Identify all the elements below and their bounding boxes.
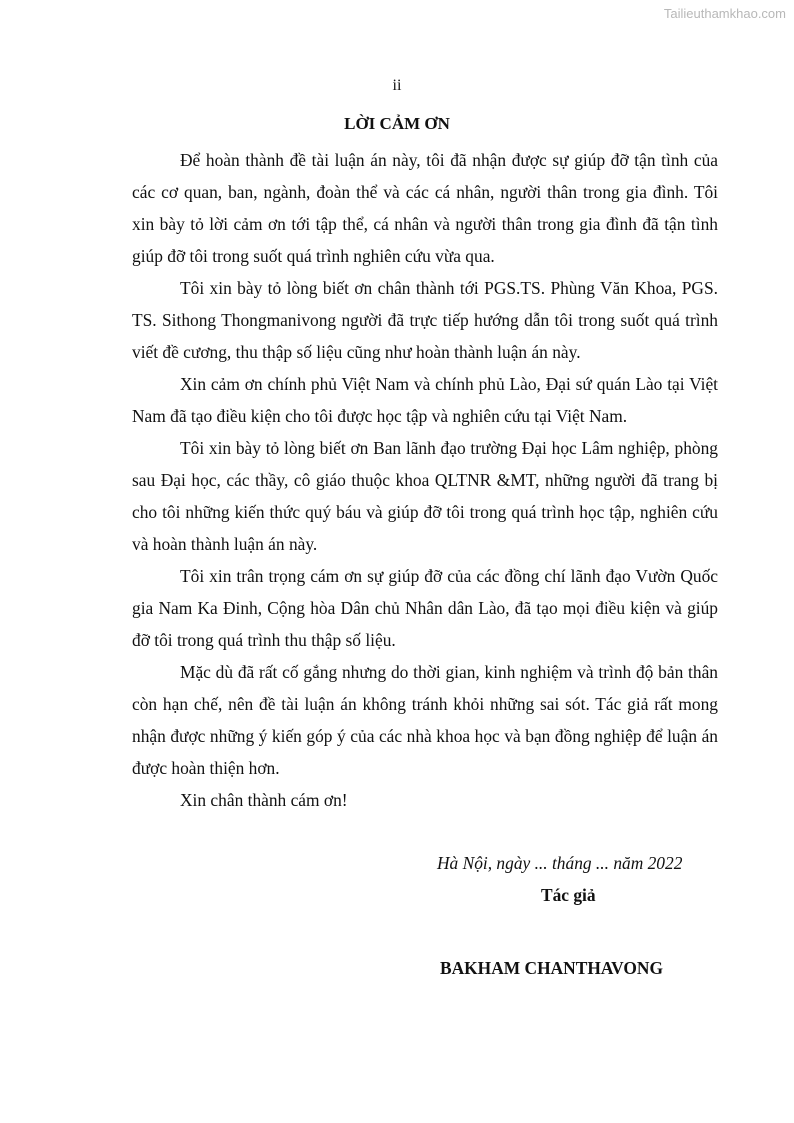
paragraph-5: Tôi xin trân trọng cám ơn sự giúp đỡ của các đồng chí lãnh đạo Vườn Quốc gia Nam Ka Đinh, Cộng hòa Dân chủ Nhân dân Lào, đã tạo mọi điều kiện và giúp đỡ tôi trong quá trình thu thập số liệu. (132, 566, 718, 650)
paragraph-4: Tôi xin bày tỏ lòng biết ơn Ban lãnh đạo trường Đại học Lâm nghiệp, phòng sau Đại học, các thầy, cô giáo thuộc khoa QLTNR &MT, những người đã trang bị cho tôi những kiến thức quý báu và giúp đỡ tôi trong quá trình học tập, nghiên cứu và hoàn thành luận án này. (132, 438, 718, 554)
page-number: ii (392, 77, 402, 94)
author-name: BAKHAM CHANTHAVONG (440, 958, 664, 978)
author-label: Tác giả (541, 885, 596, 905)
acknowledgement-body (132, 144, 718, 816)
watermark: Tailieuthamkhao.com (663, 6, 786, 21)
paragraph-2: Tôi xin bày tỏ lòng biết ơn chân thành tới PGS.TS. Phùng Văn Khoa, PGS. TS. Sithong Thongmanivong người đã trực tiếp hướng dẫn tôi trong suốt quá trình viết đề cương, thu thập số liệu cũng như hoàn thành luận án này. (132, 278, 718, 362)
paragraph-3: Xin cảm ơn chính phủ Việt Nam và chính phủ Lào, Đại sứ quán Lào tại Việt Nam đã tạo điều kiện cho tôi được học tập và nghiên cứu tại Việt Nam. (132, 374, 718, 426)
paragraph-6: Mặc dù đã rất cố gắng nhưng do thời gian, kinh nghiệm và trình độ bản thân còn hạn chế, nên đề tài luận án không tránh khỏi những sai sót. Tác giả rất mong nhận được những ý kiến góp ý của các nhà khoa học và bạn đồng nghiệp để luận án được hoàn thiện hơn. (132, 662, 718, 778)
paragraph-1: Để hoàn thành đề tài luận án này, tôi đã nhận được sự giúp đỡ tận tình của các cơ quan, ban, ngành, đoàn thể và các cá nhân, người thân trong gia đình. Tôi xin bày tỏ lời cảm ơn tới tập thể, cá nhân và người thân trong gia đình đã tận tình giúp đỡ tôi trong suốt quá trình nghiên cứu vừa qua. (132, 150, 718, 266)
signature-date: Hà Nội, ngày ... tháng ... năm 2022 (437, 853, 683, 873)
paragraph-7: Xin chân thành cám ơn! (180, 790, 348, 810)
page-title: LỜI CẢM ƠN (344, 114, 450, 133)
